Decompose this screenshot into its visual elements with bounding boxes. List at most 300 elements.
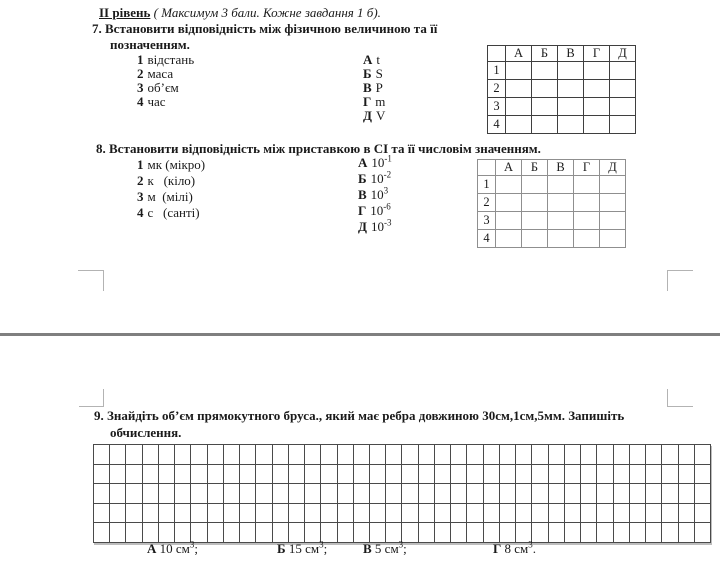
answer-table-row-label: 3: [488, 98, 506, 116]
q9-number: 9.: [94, 408, 104, 423]
grid-cell: [321, 504, 337, 524]
answer-cell: [584, 62, 610, 80]
answer-table-header-cell: Д: [610, 46, 636, 62]
option-value: t: [376, 52, 381, 67]
crop-mark-page1-right-vertical: [667, 270, 668, 291]
grid-cell: [126, 504, 142, 524]
q9-answer-g: [493, 541, 536, 557]
grid-cell: [630, 504, 646, 524]
item-number: 4: [137, 94, 144, 109]
grid-cell: [695, 484, 711, 504]
grid-cell: [565, 445, 581, 465]
grid-cell: [273, 465, 289, 485]
crop-mark-page1-right: [667, 270, 693, 271]
option-exponent: -3: [383, 217, 392, 228]
grid-cell: [435, 445, 451, 465]
grid-cell: [338, 465, 354, 485]
option-letter: Г: [358, 203, 367, 218]
option-base: 10: [370, 219, 384, 234]
grid-cell: [175, 484, 191, 504]
item-label: мк (мікро): [147, 157, 206, 172]
grid-cell: [240, 484, 256, 504]
answer-table-row-label: 1: [488, 62, 506, 80]
grid-cell: [386, 484, 402, 504]
answer-unit: см: [175, 541, 190, 556]
grid-cell: [240, 445, 256, 465]
grid-cell: [256, 465, 272, 485]
grid-cell: [110, 465, 126, 485]
grid-cell: [289, 465, 305, 485]
answer-cell: [574, 194, 600, 212]
grid-cell: [273, 484, 289, 504]
grid-cell: [695, 504, 711, 524]
q8-text: [96, 141, 541, 157]
grid-cell: [549, 445, 565, 465]
q7-option-g: [363, 95, 385, 109]
grid-cell: [549, 504, 565, 524]
grid-cell: [386, 445, 402, 465]
q8-item-4: [137, 205, 205, 221]
item-label: об’єм: [147, 80, 179, 95]
grid-cell: [500, 484, 516, 504]
grid-cell: [451, 484, 467, 504]
grid-cell: [208, 445, 224, 465]
grid-cell: [126, 484, 142, 504]
grid-cell: [614, 504, 630, 524]
grid-cell: [695, 465, 711, 485]
answer-unit: см: [384, 541, 399, 556]
grid-cell: [435, 484, 451, 504]
answer-cell: [496, 212, 522, 230]
grid-cell: [467, 484, 483, 504]
crop-mark-page1-left-vertical: [103, 270, 104, 291]
answer-table-row-label: 1: [478, 176, 496, 194]
answer-value: 10: [159, 541, 173, 556]
grid-cell: [191, 445, 207, 465]
q9-answers-row: [0, 541, 720, 557]
grid-cell: [110, 484, 126, 504]
answer-cell: [522, 176, 548, 194]
option-value: V: [375, 108, 386, 123]
grid-cell: [419, 484, 435, 504]
grid-cell: [467, 504, 483, 524]
grid-cell: [435, 504, 451, 524]
answer-cell: [584, 80, 610, 98]
q9-text-line2: обчислення.: [110, 425, 182, 440]
q7-option-d: [363, 109, 385, 123]
grid-cell: [679, 484, 695, 504]
answer-cell: [584, 116, 610, 134]
item-label: маса: [147, 66, 174, 81]
item-label: відстань: [147, 52, 195, 67]
answer-table-header-cell: В: [548, 160, 574, 176]
answer-table-header-cell: [478, 160, 496, 176]
answer-cell: [584, 98, 610, 116]
answer-cell: [574, 212, 600, 230]
answer-cell: [532, 62, 558, 80]
answer-table-header-cell: Б: [522, 160, 548, 176]
q7-option-b: [363, 67, 385, 81]
grid-cell: [370, 445, 386, 465]
answer-cell: [522, 230, 548, 248]
q8-option-v: [358, 187, 392, 203]
option-letter: А: [363, 52, 373, 67]
answer-cell: [496, 194, 522, 212]
grid-cell: [565, 484, 581, 504]
grid-cell: [581, 484, 597, 504]
answer-letter: А: [147, 541, 157, 556]
option-exponent: -2: [383, 169, 392, 180]
q8-answer-table: [477, 159, 626, 248]
answer-cell: [610, 80, 636, 98]
option-value: P: [375, 80, 383, 95]
grid-cell: [159, 504, 175, 524]
answer-table-header-cell: Б: [532, 46, 558, 62]
option-letter: Д: [358, 219, 367, 234]
grid-cell: [370, 484, 386, 504]
answer-cell: [548, 194, 574, 212]
grid-cell: [305, 465, 321, 485]
crop-mark-page2-right: [667, 406, 693, 407]
answer-cell: [600, 176, 626, 194]
q7-item-3: [137, 81, 194, 95]
answer-table-header-cell: В: [558, 46, 584, 62]
grid-cell: [500, 445, 516, 465]
grid-cell: [126, 465, 142, 485]
q7-line1: Встановити відповідність між фізичною величиною та її: [105, 21, 438, 36]
grid-cell: [419, 465, 435, 485]
grid-cell: [143, 465, 159, 485]
item-number: 3: [137, 80, 144, 95]
page-2: [0, 336, 720, 565]
answer-cell: [496, 176, 522, 194]
grid-cell: [256, 445, 272, 465]
option-base: 10: [371, 155, 385, 170]
grid-cell: [516, 445, 532, 465]
option-exponent: 3: [383, 185, 389, 196]
q7-answer-table: [487, 45, 636, 134]
answer-table-row-label: 2: [488, 80, 506, 98]
answer-value: 8: [504, 541, 512, 556]
grid-cell: [630, 445, 646, 465]
option-letter: Б: [363, 66, 372, 81]
grid-cell: [679, 504, 695, 524]
grid-cell: [516, 504, 532, 524]
grid-cell: [305, 484, 321, 504]
grid-cell: [419, 504, 435, 524]
grid-cell: [354, 484, 370, 504]
item-number: 4: [137, 205, 144, 220]
section-note: ( Максимум 3 бали. Кожне завдання 1 б).: [153, 5, 381, 20]
grid-cell: [451, 504, 467, 524]
answer-cell: [522, 212, 548, 230]
option-letter: В: [363, 80, 372, 95]
grid-cell: [143, 484, 159, 504]
grid-cell: [484, 465, 500, 485]
answer-punct: ;: [403, 541, 407, 556]
answer-cell: [506, 80, 532, 98]
grid-cell: [321, 484, 337, 504]
grid-cell: [354, 445, 370, 465]
q8-option-d: [358, 219, 392, 235]
grid-cell: [630, 465, 646, 485]
item-number: 1: [137, 52, 144, 67]
grid-cell: [532, 445, 548, 465]
grid-cell: [646, 445, 662, 465]
grid-cell: [597, 445, 613, 465]
answer-punct: ;: [323, 541, 328, 556]
item-label: к (кіло): [147, 173, 196, 188]
grid-cell: [467, 465, 483, 485]
answer-letter: Г: [493, 541, 502, 556]
q9-answer-v: [363, 541, 407, 557]
grid-cell: [467, 445, 483, 465]
grid-cell: [679, 465, 695, 485]
option-letter: Г: [363, 94, 372, 109]
answer-table-header-cell: А: [506, 46, 532, 62]
item-label: с (санті): [147, 205, 200, 220]
grid-cell: [419, 445, 435, 465]
grid-cell: [370, 465, 386, 485]
grid-cell: [500, 504, 516, 524]
q7-items: [137, 53, 194, 109]
grid-cell: [273, 504, 289, 524]
grid-cell: [240, 465, 256, 485]
q8-option-g: [358, 203, 392, 219]
answer-table-row-label: 4: [478, 230, 496, 248]
answer-table-header-cell: А: [496, 160, 522, 176]
answer-cell: [506, 116, 532, 134]
answer-punct: ;: [194, 541, 199, 556]
section-header: [99, 5, 381, 21]
option-value: S: [375, 66, 383, 81]
grid-cell: [662, 484, 678, 504]
answer-cell: [532, 98, 558, 116]
grid-cell: [500, 465, 516, 485]
answer-cell: [558, 116, 584, 134]
grid-cell: [240, 504, 256, 524]
grid-cell: [614, 465, 630, 485]
grid-cell: [191, 465, 207, 485]
option-value: m: [375, 94, 386, 109]
answer-exponent: 3: [528, 539, 533, 550]
crop-mark-page2-left-vertical: [103, 389, 104, 407]
grid-cell: [484, 445, 500, 465]
grid-cell: [646, 484, 662, 504]
q8-number: 8.: [96, 141, 106, 156]
grid-cell: [321, 445, 337, 465]
answer-table-row-label: 3: [478, 212, 496, 230]
answer-cell: [600, 194, 626, 212]
grid-cell: [565, 465, 581, 485]
answer-cell: [496, 230, 522, 248]
q8-items: [137, 157, 205, 221]
answer-table-row-label: 2: [478, 194, 496, 212]
grid-cell: [402, 445, 418, 465]
q7-option-v: [363, 81, 385, 95]
q8-item-2: [137, 173, 205, 189]
option-letter: А: [358, 155, 368, 170]
q7-item-2: [137, 67, 194, 81]
answer-unit: см: [305, 541, 320, 556]
grid-cell: [532, 465, 548, 485]
q8-item-1: [137, 157, 205, 173]
grid-cell: [370, 504, 386, 524]
answer-letter: Б: [277, 541, 286, 556]
option-exponent: -1: [384, 153, 392, 164]
grid-cell: [224, 484, 240, 504]
grid-cell: [565, 504, 581, 524]
answer-cell: [610, 62, 636, 80]
answer-cell: [548, 176, 574, 194]
crop-mark-page2-left: [79, 406, 104, 407]
grid-cell: [159, 445, 175, 465]
item-number: 2: [137, 173, 144, 188]
grid-cell: [208, 465, 224, 485]
grid-cell: [451, 465, 467, 485]
grid-cell: [224, 465, 240, 485]
q9-line1: Знайдіть об’єм прямокутного бруса., який має ребра довжиною 30см,1см,5мм. Запишіть: [107, 408, 625, 423]
grid-cell: [581, 445, 597, 465]
grid-cell: [402, 465, 418, 485]
grid-cell: [208, 484, 224, 504]
grid-cell: [549, 465, 565, 485]
q8-option-a: [358, 155, 392, 171]
grid-cell: [224, 445, 240, 465]
q9-answer-a: [147, 541, 198, 557]
q8-options: [358, 155, 392, 235]
item-label: час: [147, 94, 166, 109]
grid-cell: [94, 504, 110, 524]
grid-cell: [614, 445, 630, 465]
q7-number: 7.: [92, 21, 102, 36]
grid-cell: [532, 484, 548, 504]
q9-answer-b: [277, 541, 327, 557]
answer-letter: В: [363, 541, 372, 556]
grid-cell: [191, 484, 207, 504]
answer-cell: [548, 230, 574, 248]
item-number: 2: [137, 66, 144, 81]
q7-item-4: [137, 95, 194, 109]
grid-cell: [175, 445, 191, 465]
grid-cell: [208, 504, 224, 524]
answer-cell: [610, 98, 636, 116]
grid-cell: [126, 445, 142, 465]
answer-exponent: 3: [319, 539, 324, 550]
option-letter: В: [358, 187, 367, 202]
grid-cell: [516, 465, 532, 485]
grid-cell: [143, 504, 159, 524]
grid-cell: [338, 484, 354, 504]
q7-text-line2: позначенням.: [110, 37, 190, 52]
option-base: 10: [370, 171, 384, 186]
answer-cell: [610, 116, 636, 134]
grid-cell: [256, 484, 272, 504]
grid-cell: [159, 465, 175, 485]
grid-cell: [386, 465, 402, 485]
answer-cell: [600, 230, 626, 248]
grid-cell: [581, 504, 597, 524]
grid-cell: [435, 465, 451, 485]
q7-text-line1: [92, 21, 437, 37]
answer-table-row-label: 4: [488, 116, 506, 134]
item-number: 3: [137, 189, 144, 204]
grid-cell: [402, 504, 418, 524]
answer-value: 15: [288, 541, 302, 556]
item-number: 1: [137, 157, 144, 172]
grid-cell: [549, 484, 565, 504]
section-title: ІІ рівень: [99, 5, 151, 20]
grid-cell: [305, 504, 321, 524]
answer-table-header-cell: Д: [600, 160, 626, 176]
option-exponent: -6: [383, 201, 391, 212]
answer-table-header-cell: [488, 46, 506, 62]
grid-cell: [679, 445, 695, 465]
q7-item-1: [137, 53, 194, 67]
grid-cell: [451, 445, 467, 465]
answer-cell: [532, 116, 558, 134]
answer-cell: [600, 212, 626, 230]
answer-cell: [506, 62, 532, 80]
crop-mark-page2-right-vertical: [667, 389, 668, 407]
grid-cell: [273, 445, 289, 465]
answer-cell: [522, 194, 548, 212]
grid-cell: [386, 504, 402, 524]
answer-cell: [574, 230, 600, 248]
grid-cell: [402, 484, 418, 504]
option-base: 10: [370, 203, 384, 218]
grid-cell: [581, 465, 597, 485]
answer-cell: [506, 98, 532, 116]
grid-cell: [597, 504, 613, 524]
grid-cell: [630, 484, 646, 504]
grid-cell: [110, 504, 126, 524]
grid-cell: [338, 445, 354, 465]
grid-cell: [338, 504, 354, 524]
grid-cell: [354, 504, 370, 524]
q8-line: Встановити відповідність між приставкою в СІ та її числовім значенням.: [109, 141, 541, 156]
answer-unit: см: [514, 541, 529, 556]
grid-cell: [224, 504, 240, 524]
answer-cell: [558, 62, 584, 80]
grid-cell: [614, 484, 630, 504]
grid-cell: [289, 445, 305, 465]
crop-mark-page1-left: [78, 270, 104, 271]
answer-cell: [548, 212, 574, 230]
grid-cell: [175, 504, 191, 524]
answer-value: 5: [374, 541, 382, 556]
grid-cell: [289, 484, 305, 504]
grid-cell: [321, 465, 337, 485]
grid-cell: [597, 465, 613, 485]
grid-cell: [516, 484, 532, 504]
answer-punct: .: [532, 541, 537, 556]
answer-table: [477, 159, 626, 248]
q8-option-b: [358, 171, 392, 187]
answer-table: [487, 45, 636, 134]
grid-cell: [662, 465, 678, 485]
q8-item-3: [137, 189, 205, 205]
grid-cell: [662, 445, 678, 465]
option-letter: Б: [358, 171, 367, 186]
worksheet-grid: [93, 444, 711, 543]
grid-cell: [110, 445, 126, 465]
grid-cell: [305, 445, 321, 465]
q7-option-a: [363, 53, 385, 67]
grid-cell: [175, 465, 191, 485]
item-label: м (мілі): [147, 189, 193, 204]
answer-cell: [558, 98, 584, 116]
